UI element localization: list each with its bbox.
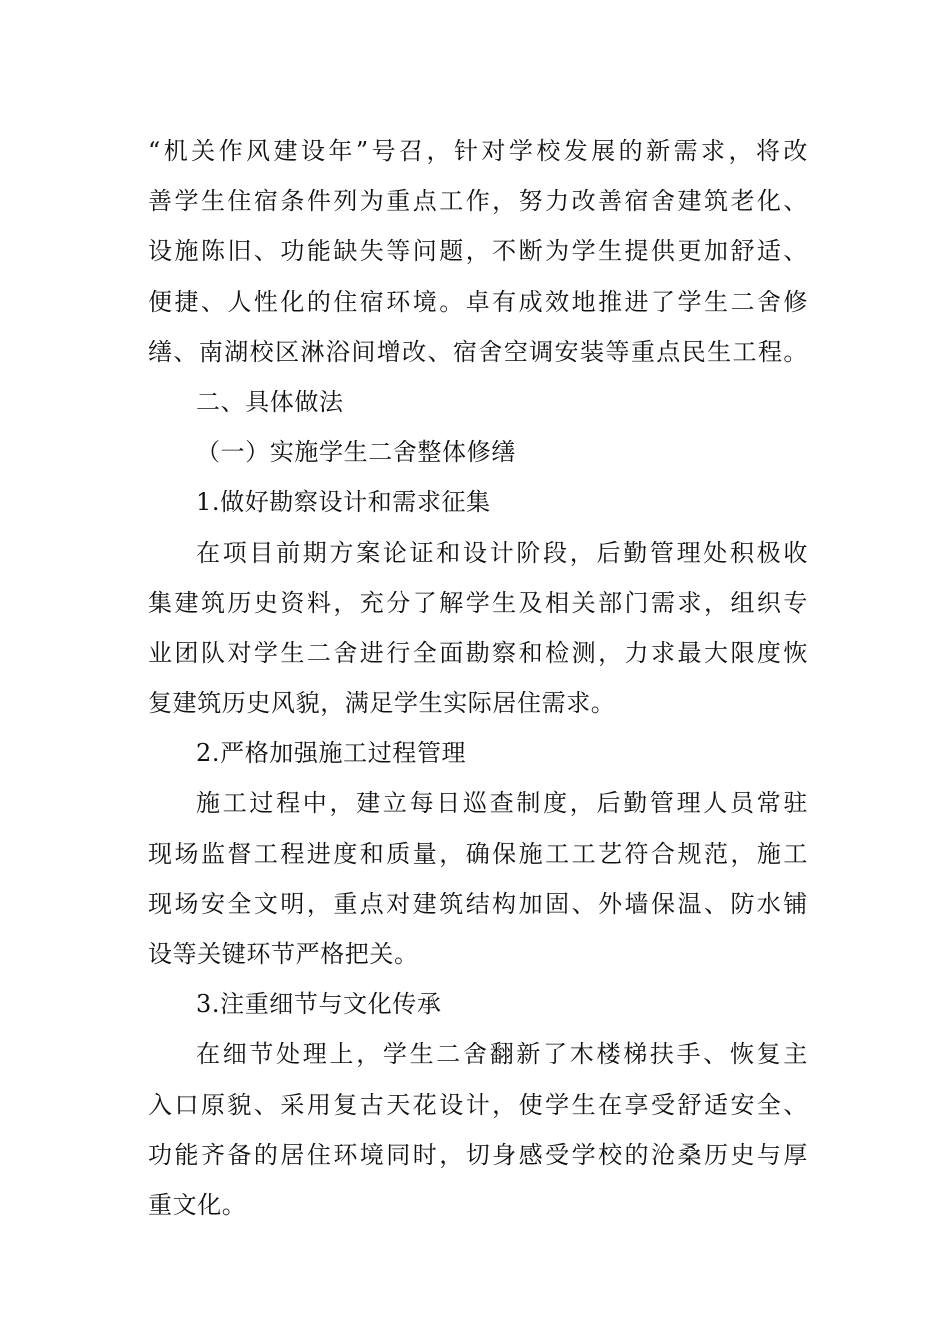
paragraph-line: 善学生住宿条件列为重点工作，努力改善宿舍建筑老化、 [148,187,808,216]
paragraph-line: 设施陈旧、功能缺失等问题，不断为学生提供更加舒适、 [148,237,808,266]
paragraph-line: 复建筑历史风貌，满足学生实际居住需求。 [148,689,616,718]
paragraph-line: 功能齐备的居住环境同时，切身感受学校的沧桑历史与厚 [148,1140,808,1169]
paragraph-line: 设等关键环节严格把关。 [148,940,419,968]
item-heading: 3.注重细节与文化传承 [196,990,442,1019]
paragraph-line: 集建筑历史资料，充分了解学生及相关部门需求，组织专 [148,588,808,617]
paragraph-line: 施工过程中，建立每日巡查制度，后勤管理人员常驻 [196,789,808,818]
item-heading: 2.严格加强施工过程管理 [196,739,467,768]
item-heading: 1.做好勘察设计和需求征集 [196,488,491,517]
paragraph-line: 在细节处理上，学生二舍翻新了木楼梯扶手、恢复主 [196,1040,808,1069]
paragraph-line: 在项目前期方案论证和设计阶段，后勤管理处积极收 [196,538,808,567]
paragraph-line: 缮、南湖校区淋浴间增改、宿舍空调安装等重点民生工程。 [148,337,808,366]
paragraph-line: 业团队对学生二舍进行全面勘察和检测，力求最大限度恢 [148,638,808,667]
subsection-heading: （一）实施学生二舍整体修缮 [196,438,516,467]
paragraph-line: “机关作风建设年”号召，针对学校发展的新需求，将改 [148,137,808,165]
document-body [148,126,808,1230]
section-heading: 二、具体做法 [196,387,344,416]
paragraph-line: 便捷、人性化的住宿环境。卓有成效地推进了学生二舍修 [148,287,808,316]
paragraph-line: 现场监督工程进度和质量，确保施工工艺符合规范，施工 [148,839,808,868]
paragraph-line: 入口原貌、采用复古天花设计，使学生在享受舒适安全、 [148,1090,808,1119]
paragraph-line: 重文化。 [148,1190,247,1219]
paragraph-line: 现场安全文明，重点对建筑结构加固、外墙保温、防水铺 [148,889,808,918]
